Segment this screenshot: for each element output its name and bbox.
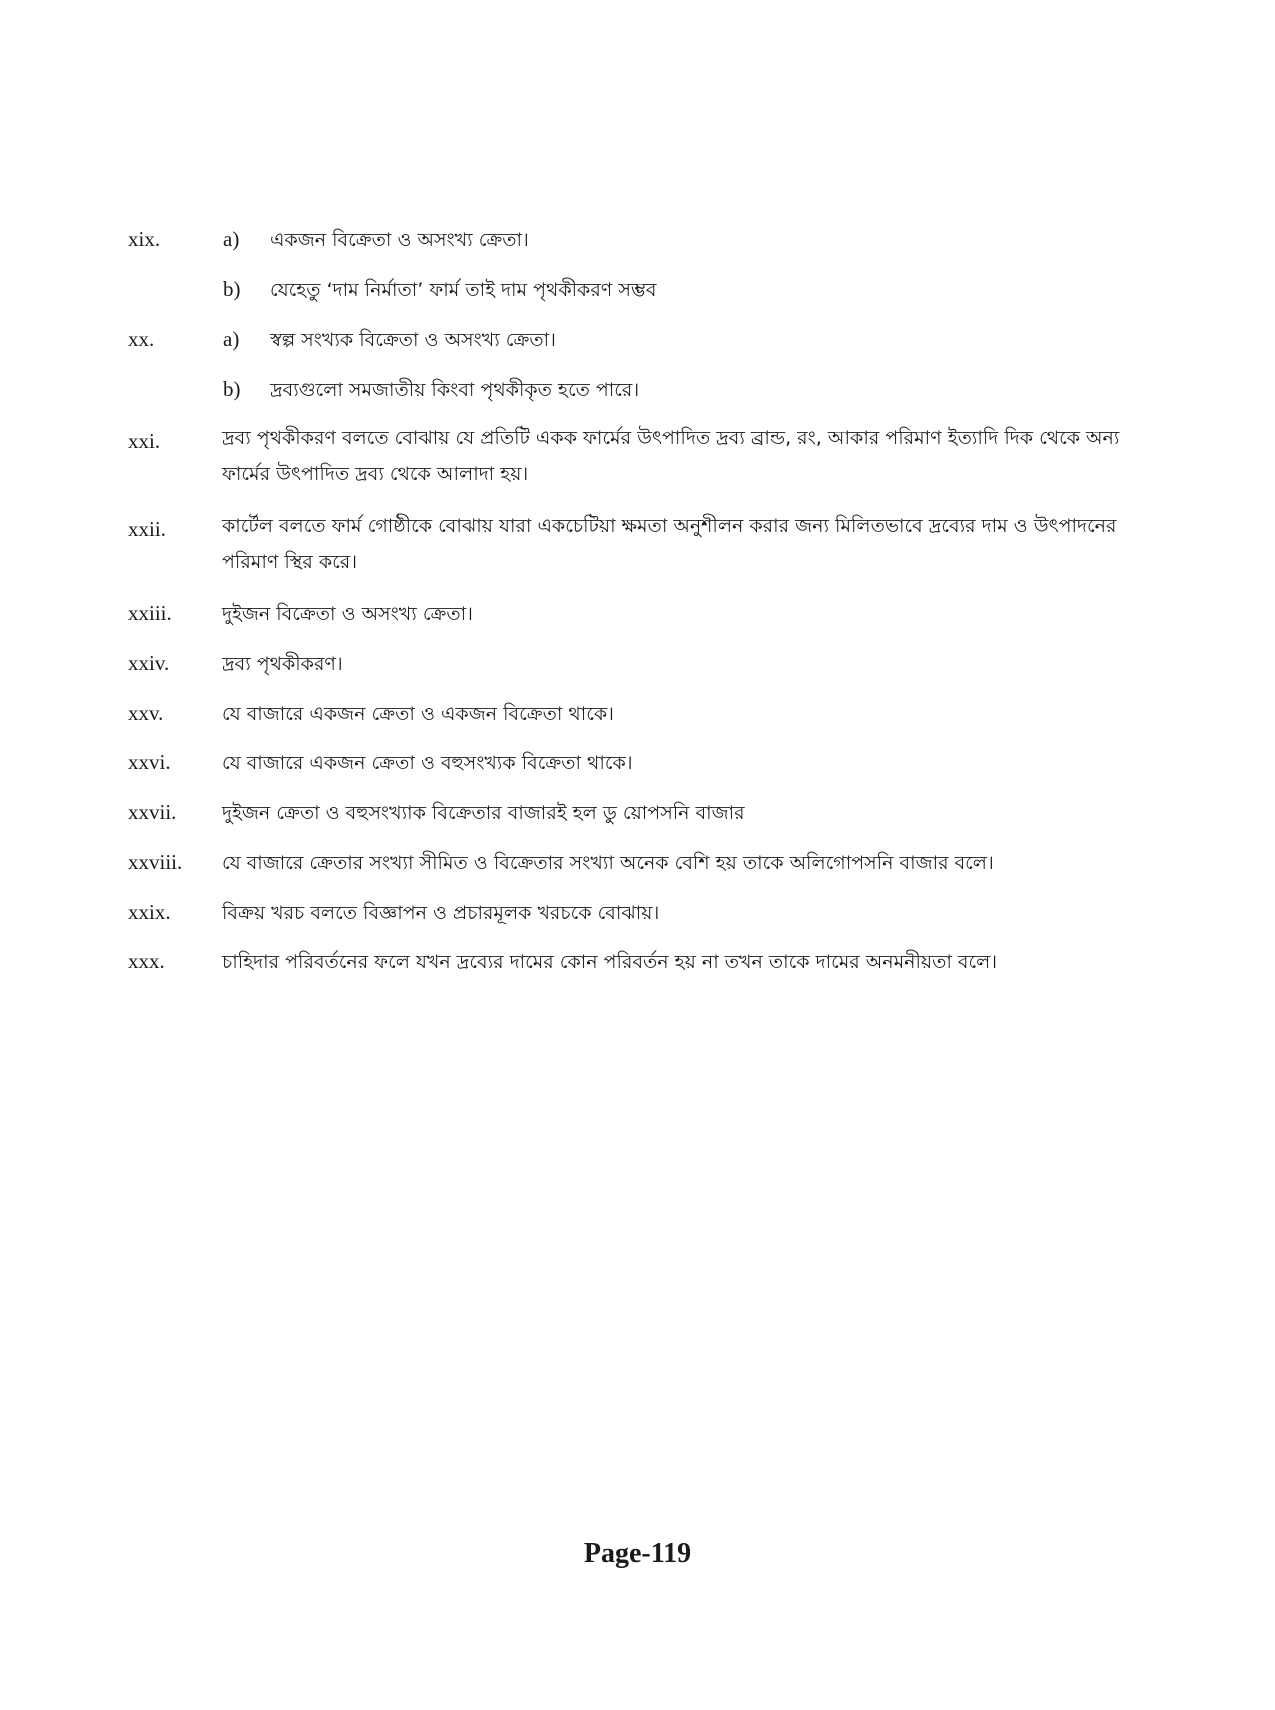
item-text: যে বাজারে একজন ক্রেতা ও বহুসংখ্যক বিক্রেতা থাকে। [222, 752, 633, 774]
item-number: xxiv. [128, 651, 170, 675]
item-text: দ্রব্য পৃথকীকরণ। [222, 653, 343, 675]
sub-label: a) [223, 327, 240, 351]
item-number: xxii. [128, 517, 166, 541]
item-number: xxv. [128, 701, 164, 725]
item-text: দুইজন ক্রেতা ও বহুসংখ্যাক বিক্রেতার বাজারই হল ডু য়োপসনি বাজার [222, 802, 745, 824]
item-text: একজন বিক্রেতা ও অসংখ্য ক্রেতা। [270, 229, 529, 251]
sub-label: b) [223, 377, 241, 401]
item-text: দ্রব্যগুলো সমজাতীয় কিংবা পৃথকীকৃত হতে পারে। [270, 379, 640, 401]
item-number: xxviii. [128, 850, 183, 874]
item-text: স্বল্প সংখ্যক বিক্রেতা ও অসংখ্য ক্রেতা। [270, 329, 556, 351]
item-number: xxiii. [128, 601, 172, 625]
item-number: xxx. [128, 949, 165, 973]
page-number: Page-119 [583, 1538, 692, 1569]
item-text: দুইজন বিক্রেতা ও অসংখ্য ক্রেতা। [222, 603, 473, 625]
item-number: xxix. [128, 900, 171, 924]
item-number: xix. [128, 227, 161, 251]
item-number: xxi. [128, 429, 161, 453]
item-text: বিক্রয় খরচ বলতে বিজ্ঞাপন ও প্রচারমূলক খরচকে বোঝায়। [222, 902, 660, 924]
item-text: যেহেতু ‘দাম নির্মাতা’ ফার্ম তাই দাম পৃথকীকরণ সম্ভব [270, 279, 657, 301]
sub-label: b) [223, 277, 241, 301]
item-number: xxvi. [128, 750, 171, 774]
item-number: xx. [128, 327, 155, 351]
sub-label: a) [223, 227, 240, 251]
item-text: চাহিদার পরিবর্তনের ফলে যখন দ্রব্যের দামের কোন পরিবর্তন হয় না তখন তাকে দামের অনমনীয়তা বলে। [222, 951, 998, 973]
item-number: xxvii. [128, 800, 177, 824]
item-text: যে বাজারে একজন ক্রেতা ও একজন বিক্রেতা থাকে। [222, 703, 614, 725]
item-text: দ্রব্য পৃথকীকরণ বলতে বোঝায় যে প্রতিটি একক ফার্মের উৎপাদিত দ্রব্য ব্রান্ড, রং, আকার পরিমাণ ইত্যাদি দিক থেকে অন্য ফার্মের উৎপাদিত দ্রব্য থেকে আলাদা হয়। [222, 427, 1120, 485]
item-text: যে বাজারে ক্রেতার সংখ্যা সীমিত ও বিক্রেতার সংখ্যা অনেক বেশি হয় তাকে অলিগোপসনি বাজার বলে। [222, 852, 994, 874]
item-text: কার্টেল বলতে ফার্ম গোষ্ঠীকে বোঝায় যারা একচেটিয়া ক্ষমতা অনুশীলন করার জন্য মিলিতভাবে দ্রব্যের দাম ও উৎপাদনের পরিমাণ স্থির করে। [222, 515, 1117, 573]
